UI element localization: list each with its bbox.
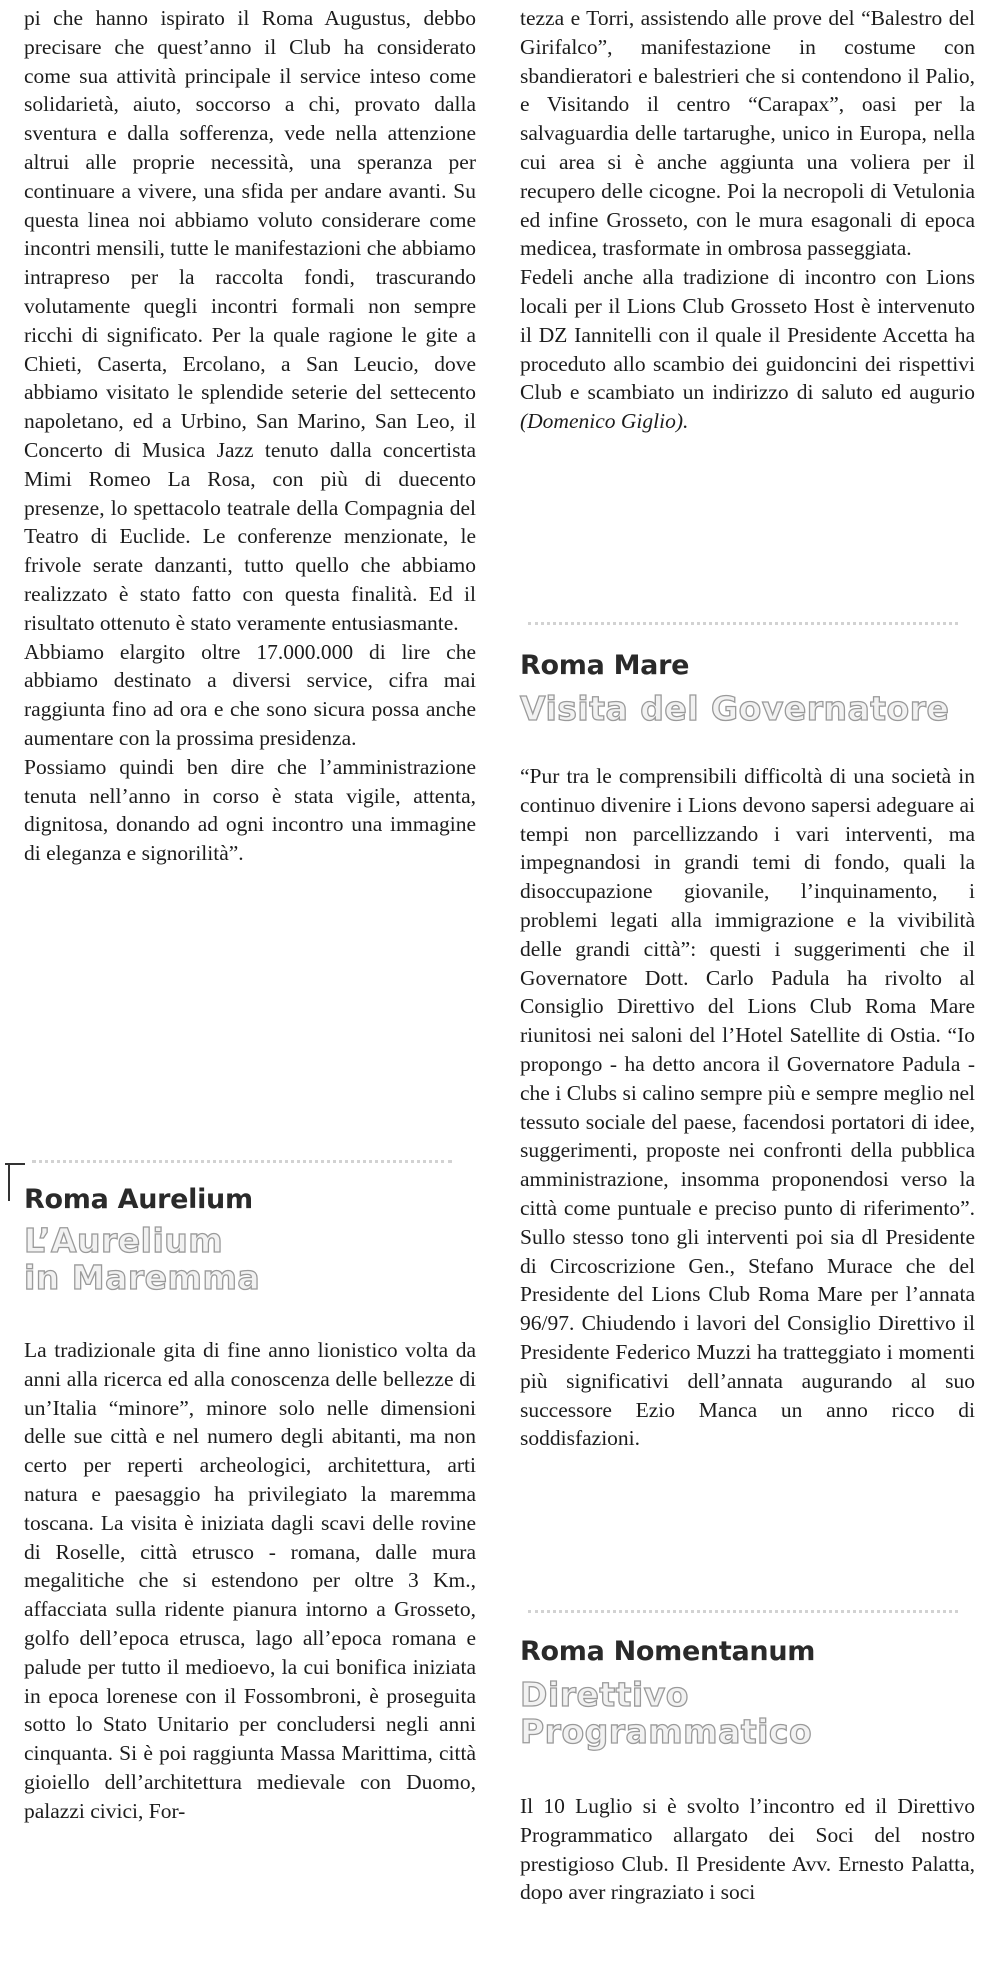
mare-headline: Visita del Governatore [520,689,950,728]
left-column [24,4,476,868]
nomentanum-body: Il 10 Luglio si è svolto l’incontro ed il Direttivo Programmatico allargato dei Soci del nostro prestigioso Club. Il Presidente Avv. Ernesto Palatta, dopo aver ringraziato i soci [520,1794,975,1905]
nomentanum-headline-line2: Programmatico [520,1712,813,1751]
aurelium-club-name: Roma Aurelium [24,1184,253,1215]
corner-mark [5,1163,25,1203]
author-signature: (Domenico Giglio). [520,409,689,434]
lions-exchange-text: Fedeli anche alla tradizione di incontro con Lions locali per il Lions Club Grosseto Host è intervenuto il DZ Iannitelli con il quale il Presidente Accetta ha proceduto allo scambio dei guidoncini dei rispettivi Club e scambiato un indirizzo di saluto ed augurio [520,265,975,405]
article-donations-paragraph: Abbiamo elargito oltre 17.000.000 di lire che abbiamo destinato a diversi service, cifra mai raggiunta fino ad ora e che sono sicura possa anche aumentare con la prossima presidenza. [24,639,476,750]
lions-exchange-paragraph [520,263,975,436]
mare-article [520,762,975,1453]
section-divider [528,1610,958,1619]
nomentanum-article [520,1792,975,1907]
right-column [520,4,975,436]
nomentanum-headline [520,1676,812,1750]
article-continued-text: pi che hanno ispirato il Roma Augustus, debbo precisare che quest’anno il Club ha considerato come sua attività principale il service inteso come solidarietà, aiuto, soccorso a chi, provato dalla sventura e dalla sofferenza, vede nella attenzione altrui alle proprie necessità, una speranza per continuare a vivere, una sfida per andare avanti. Su questa linea noi abbiamo voluto considerare come incontri mensili, tutte le manifestazioni che abbiamo intrapreso per la raccolta fondi, trascurando volutamente quegli incontri formali non sempre ricchi di significato. Per la quale ragione le gite a Chieti, Caserta, Ercolano, a San Leucio, dove abbiamo visitato le splendide seterie del settecento napoletano, ed a Urbino, San Marino, San Leo, il Concerto di Musica Jazz tenuto dalla concertista Mimi Romeo La Rosa, con più di duecento presenze, lo spettacolo teatrale della Compagnia del Teatro di Euclide. Le conferenze menzionate, le frivole serate danzanti, tutto quello che abbiamo realizzato è stato fatto con questa finalità. Ed il risultato ottenuto è stato veramente entusiasmante. [24,6,476,635]
nomentanum-club-name: Roma Nomentanum [520,1636,816,1667]
aurelium-body: La tradizionale gita di fine anno lionistico volta da anni alla ricerca ed alla conoscenza delle bellezze di un’Italia “minore”, minore solo nelle dimensioni delle sue città e nel numero degli abitanti, ma non certo per reperti archeologici, architettura, arti natura e paesaggio ha privilegiato la maremma toscana. La visita è iniziata dagli scavi delle rovine di Roselle, città etrusco - romana, dalle mura megalitiche che si estendono per oltre 3 Km., affacciata sulla ridente pianura intorno a Grosseto, golfo dell’epoca etrusca, lago all’epoca romana e palude per tutto il medioevo, la cui bonifica iniziata in epoca lorenese con il Fossombroni, è proseguita sotto lo Stato Unitario per concludersi negli anni cinquanta. Si è poi raggiunta Massa Marittima, città gioiello dell’architettura medievale con Duomo, palazzi civici, For- [24,1338,476,1823]
aurelium-headline [24,1222,260,1296]
mare-club-name: Roma Mare [520,650,690,681]
section-divider [528,622,958,631]
section-divider [32,1160,452,1169]
aurelium-headline-line2: in Maremma [24,1258,261,1297]
mare-body: “Pur tra le comprensibili difficoltà di una società in continuo divenire i Lions devono sapersi adeguare ai tempi non parcellizzando i vari interventi, ma impegnandosi in grandi temi di fondo, quali la disoccupazione giovanile, l’inquinamento, i problemi legati alla immigrazione e la vivibilità delle grandi città”: questi i suggerimenti che il Governatore Dott. Carlo Padula ha rivolto al Consiglio Direttivo del Lions Club Roma Mare riunitosi nei saloni del l’Hotel Satellite di Ostia. “Io propongo - ha detto ancora il Governatore Padula - che i Clubs si calino sempre più e sempre meglio nel tessuto sociale del paese, facendosi portatori di idee, suggerimenti, proposte nei confronti della pubblica amministrazione, insomma proponendosi verso la città come puntuale e preciso punto di riferimento”. Sullo stesso tono gli interventi poi sia dl Presidente di Circoscrizione Gen., Stefano Murace che del Presidente del Lions Club Roma Mare per l’annata 96/97. Chiudendo i lavori del Consiglio Direttivo il Presidente Federico Muzzi ha tratteggiato i momenti più significativi dell’annata augurando al suo successore Ezio Manca un anno ricco di soddisfazioni. [520,764,975,1451]
aurelium-article [24,1336,476,1826]
aurelium-headline-line1: L’Aurelium [24,1221,224,1260]
article-closing-paragraph: Possiamo quindi ben dire che l’amministrazione tenuta nell’anno in corso è stata vigile, attenta, dignitosa, donando ad ogni incontro una immagine di eleganza e signorilità”. [24,754,476,866]
nomentanum-headline-line1: Direttivo [520,1675,689,1714]
aurelium-continued-text: tezza e Torri, assistendo alle prove del “Balestro del Girifalco”, manifestazione in costume con sbandieratori e balestrieri che si contendono il Palio, e Visitando il centro “Carapax”, oasi per la salvaguardia delle tartarughe, unico in Europa, nella cui area si è anche aggiunta una voliera per il recupero delle cicogne. Poi la necropoli di Vetulonia ed infine Grosseto, con le mura esagonali di epoca medicea, trasformate in ombrosa passeggiata. [520,6,975,261]
